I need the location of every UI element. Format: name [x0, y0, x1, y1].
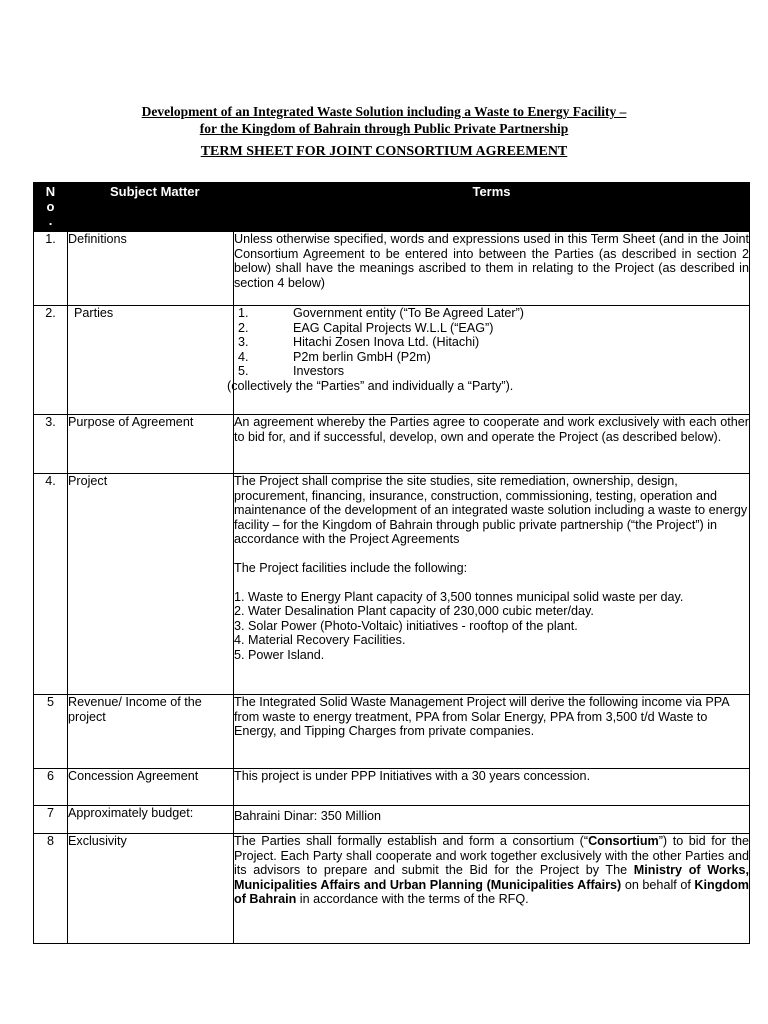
row-subject: Purpose of Agreement	[68, 415, 234, 474]
list-item: 4. Material Recovery Facilities.	[234, 633, 406, 648]
exclusivity-text: The Parties shall formally establish and form a consortium (“	[234, 834, 589, 848]
list-item: 5. Power Island.	[234, 647, 325, 662]
list-item	[234, 321, 749, 336]
list-item	[234, 350, 749, 365]
row-number: 5	[34, 695, 68, 769]
row-number: 8	[34, 834, 68, 944]
parties-collective-note: (collectively the “Parties” and individually a “Party”).	[227, 378, 514, 393]
table-row-revenue	[34, 695, 750, 769]
list-item	[234, 364, 749, 379]
table-row-budget	[34, 806, 750, 834]
row-number: 1.	[34, 232, 68, 306]
row-number: 3.	[34, 415, 68, 474]
document-heading-line-2: for the Kingdom of Bahrain through Public Private Partnership	[199, 121, 569, 136]
list-item	[234, 306, 749, 321]
exclusivity-kingdom-name: Kingdom of Bahrain	[234, 877, 749, 907]
project-facilities-list	[234, 590, 749, 663]
list-item-text: Investors	[293, 364, 345, 379]
column-header-no-char: N	[45, 184, 56, 199]
column-header-subject: Subject Matter	[68, 183, 234, 232]
row-subject: Parties	[68, 306, 234, 415]
row-number: 2.	[34, 306, 68, 415]
exclusivity-consortium-term: Consortium	[588, 834, 659, 848]
table-row-project	[34, 474, 750, 695]
table-row-purpose	[34, 415, 750, 474]
list-item-text: Hitachi Zosen Inova Ltd. (Hitachi)	[293, 335, 480, 350]
term-sheet-table	[33, 182, 750, 944]
row-subject: Revenue/ Income of the project	[68, 695, 234, 769]
list-item	[234, 335, 749, 350]
list-item-text: EAG Capital Projects W.L.L (“EAG”)	[293, 320, 494, 335]
row-terms	[234, 834, 750, 944]
row-subject: Project	[68, 474, 234, 695]
list-item: 3. Solar Power (Photo-Voltaic) initiatives - rooftop of the plant.	[234, 618, 578, 633]
column-header-no-char: o	[46, 198, 55, 214]
row-terms: Unless otherwise specified, words and expressions used in this Term Sheet (and in the Joint Consortium Agreement to be entered into between the Parties (as described in section 2 below) shall have the meanings ascribed to them in relating to the Project (as described in section 4 below)	[234, 232, 750, 306]
table-row-exclusivity	[34, 834, 750, 944]
list-item-number: 3.	[238, 335, 249, 350]
exclusivity-text: in accordance with the terms of the RFQ.	[296, 892, 529, 907]
row-subject: Concession Agreement	[68, 769, 234, 806]
row-terms	[227, 306, 750, 415]
list-item: 1. Waste to Energy Plant capacity of 3,500 tonnes municipal solid waste per day.	[234, 589, 684, 604]
document-title: TERM SHEET FOR JOINT CONSORTIUM AGREEMENT	[200, 144, 568, 159]
row-terms: This project is under PPP Initiatives with a 30 years concession.	[234, 769, 750, 806]
document-heading-line-1: Development of an Integrated Waste Solution including a Waste to Energy Facility –	[141, 104, 627, 119]
table-row-concession	[34, 769, 750, 806]
row-subject: Definitions	[68, 232, 234, 306]
row-terms	[234, 474, 750, 695]
list-item-text: Government entity (“To Be Agreed Later”)	[293, 306, 524, 320]
parties-list	[234, 306, 749, 379]
project-description: The Project shall comprise the site studies, site remediation, ownership, design, procurement, financing, insurance, construction, commissioning, testing, operation and maintenance of the development of an integrated waste solution including a waste to energy facility – for the Kingdom of Bahrain through public private partnership (“the Project”) in accordance with the Project Agreements	[234, 474, 748, 547]
row-terms: The Integrated Solid Waste Management Project will derive the following income via PPA from waste to energy treatment, PPA from Solar Energy, PPA from 3,500 t/d Waste to Energy, and Tipping Charges from private companies.	[234, 695, 750, 769]
table-row-parties	[34, 306, 750, 415]
row-number: 6	[34, 769, 68, 806]
row-number: 7	[34, 806, 68, 834]
row-subject: Exclusivity	[68, 834, 234, 944]
list-item: 2. Water Desalination Plant capacity of 230,000 cubic meter/day.	[234, 604, 594, 619]
column-header-terms: Terms	[234, 183, 750, 232]
row-terms: An agreement whereby the Parties agree to cooperate and work exclusively with each other to bid for, and if successful, develop, own and operate the Project (as described below).	[234, 415, 750, 474]
row-number: 4.	[34, 474, 68, 695]
exclusivity-text: ”) to bid for the Project. Each Party shall cooperate and work together exclusively with the other Parties and its advisors to prepare and submit the Bid for the Project by The	[234, 834, 749, 878]
exclusivity-text: on behalf of	[621, 877, 695, 892]
row-terms: Bahraini Dinar: 350 Million	[234, 806, 750, 834]
table-row-definitions	[34, 232, 750, 306]
list-item-number: 1.	[238, 306, 249, 320]
column-header-no	[34, 183, 68, 232]
list-item-number: 2.	[238, 320, 249, 335]
list-item-number: 4.	[238, 349, 249, 364]
list-item-text: P2m berlin GmbH (P2m)	[293, 349, 431, 364]
exclusivity-ministry-name: Ministry of Works, Municipalities Affairs and Urban Planning (Municipalities Affairs)	[234, 863, 750, 892]
column-header-no-char: .	[48, 213, 53, 228]
table-header-row	[34, 183, 750, 232]
project-facilities-intro: The Project facilities include the following:	[234, 560, 468, 575]
row-subject: Approximately budget:	[68, 806, 234, 834]
list-item-number: 5.	[238, 364, 249, 379]
